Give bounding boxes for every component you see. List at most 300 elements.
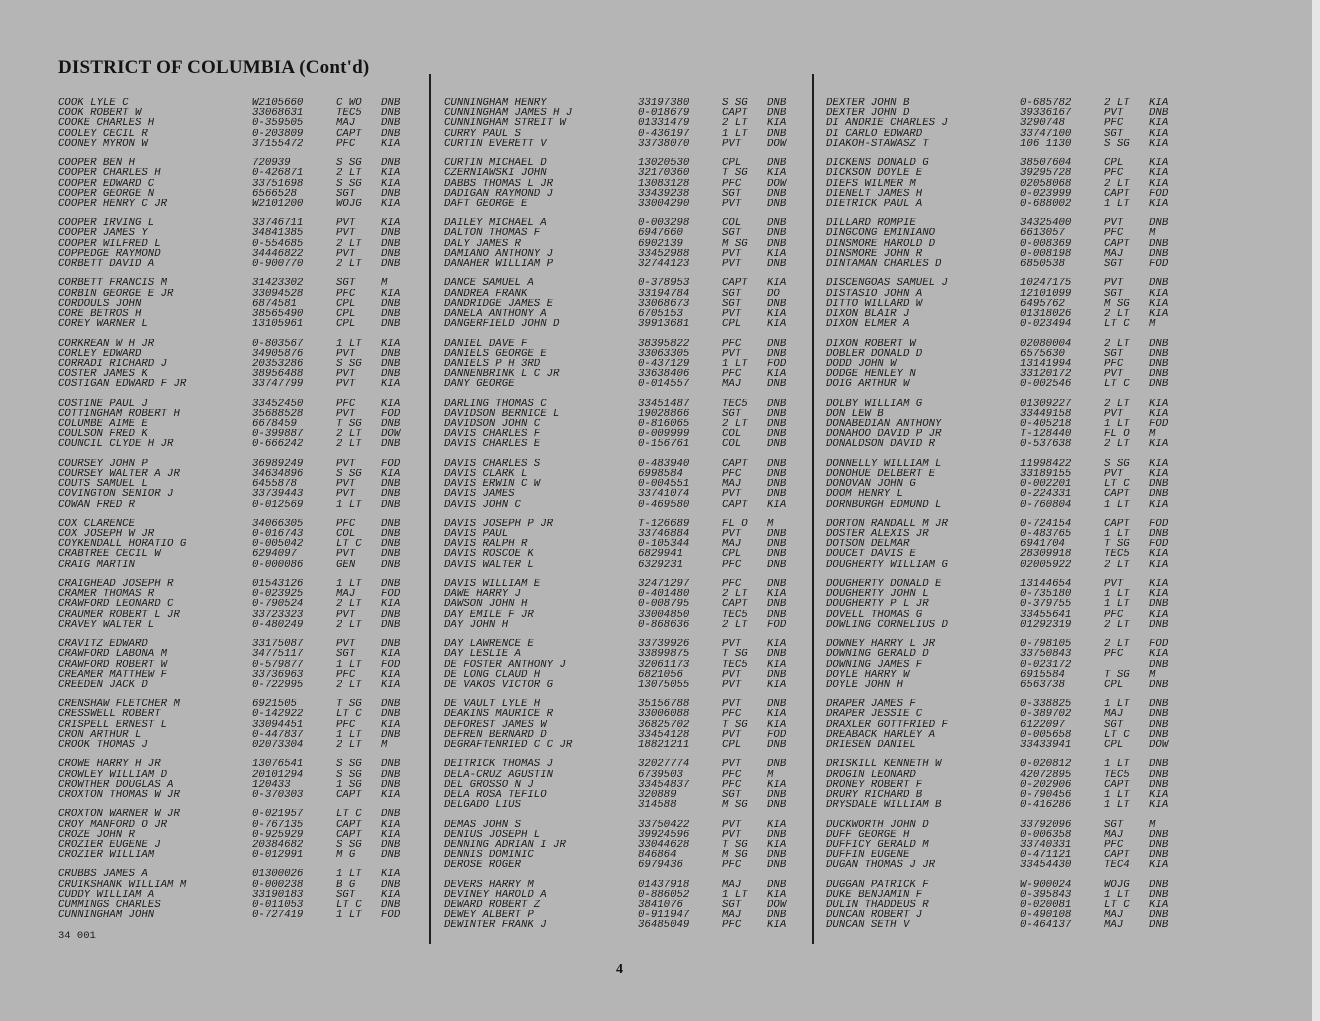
roster-entry	[444, 158, 797, 168]
entry-status: KIA	[1149, 178, 1169, 189]
entry-grade: PFC	[336, 288, 356, 299]
roster-entry	[444, 289, 797, 299]
entry-grade: SGT	[336, 889, 356, 901]
entry-name: DONOVAN JOHN G	[826, 479, 916, 490]
entry-serial-number: 34775117	[252, 649, 304, 660]
roster-entry	[444, 770, 797, 780]
entry-status: KIA	[381, 198, 401, 210]
entry-name: DAVIS ROSCOE K	[444, 549, 534, 560]
entry-serial-number: 0-816065	[638, 419, 690, 430]
roster-column-3	[826, 98, 1179, 940]
roster-entry	[444, 189, 797, 199]
entry-grade: S SG	[722, 98, 748, 109]
roster-entry	[444, 98, 797, 108]
entry-grade: PFC	[722, 579, 742, 590]
entry-status: KIA	[767, 819, 787, 830]
entry-name: DAWE HARRY J	[444, 589, 521, 600]
entry-name: CRON ARTHUR L	[58, 729, 142, 741]
entry-serial-number: 0-767135	[252, 819, 304, 830]
entry-serial-number: 10247175	[1020, 278, 1072, 289]
entry-serial-number: 0-722995	[252, 679, 304, 691]
entry-group	[444, 158, 797, 209]
entry-name: DANY GEORGE	[444, 379, 515, 390]
entry-grade: PFC	[336, 669, 356, 680]
roster-entry	[826, 670, 1179, 680]
entry-grade: PFC	[1104, 118, 1124, 129]
roster-entry	[826, 800, 1179, 810]
roster-entry	[58, 790, 411, 800]
entry-name: DE VAULT LYLE H	[444, 699, 541, 710]
roster-entry	[826, 339, 1179, 349]
entry-grade: LT C	[1104, 729, 1130, 741]
entry-grade: S SG	[336, 769, 362, 780]
roster-entry	[58, 639, 411, 649]
entry-status: DNB	[381, 348, 401, 359]
roster-entry	[826, 168, 1179, 178]
entry-status: DNB	[1149, 699, 1169, 710]
entry-name: DANDRIDGE JAMES E	[444, 298, 554, 309]
entry-serial-number: 39336167	[1020, 108, 1072, 119]
entry-status: DNB	[381, 419, 401, 430]
entry-status: DNB	[767, 599, 787, 610]
entry-name: CORRADI RICHARD J	[58, 358, 168, 370]
roster-entry	[444, 790, 797, 800]
entry-grade: PVT	[1104, 369, 1124, 380]
entry-status: DNB	[767, 740, 787, 751]
roster-entry	[444, 519, 797, 529]
entry-serial-number: 0-006358	[1020, 829, 1072, 840]
roster-entry	[444, 299, 797, 309]
entry-grade: PVT	[722, 669, 742, 680]
entry-serial-number: 0-000086	[252, 559, 304, 570]
roster-entry	[826, 740, 1179, 750]
entry-grade: PVT	[722, 198, 742, 210]
entry-status: KIA	[381, 679, 401, 691]
entry-name: CUDDY WILLIAM A	[58, 889, 155, 901]
entry-grade: CPL	[336, 298, 356, 309]
entry-grade: 1 LT	[1104, 499, 1130, 510]
roster-entry	[826, 239, 1179, 249]
roster-entry	[58, 349, 411, 359]
entry-name: DRYSDALE WILLIAM B	[826, 800, 942, 811]
entry-status: KIA	[1149, 609, 1169, 620]
roster-entry	[444, 108, 797, 118]
entry-group	[58, 519, 411, 570]
entry-serial-number: 33004850	[638, 609, 690, 620]
entry-status: DNB	[767, 549, 787, 560]
entry-grade: PVT	[336, 218, 356, 229]
entry-status: DNB	[767, 479, 787, 490]
entry-name: CURTIN EVERETT V	[444, 138, 547, 149]
entry-serial-number: 38565490	[252, 308, 304, 320]
entry-name: DOUGHERTY WILLIAM G	[826, 559, 948, 570]
roster-entry	[58, 809, 411, 819]
entry-status: KIA	[1149, 288, 1169, 299]
roster-entry	[58, 459, 411, 469]
entry-status: DNB	[381, 900, 401, 911]
entry-serial-number: 0-925929	[252, 829, 304, 840]
entry-name: DON LEW B	[826, 408, 884, 420]
entry-name: DANGERFIELD JOHN D	[444, 319, 560, 330]
roster-entry	[58, 890, 411, 900]
entry-grade: CAPT	[336, 789, 362, 801]
entry-serial-number: 01292319	[1020, 619, 1072, 630]
entry-serial-number: 0-886052	[638, 889, 690, 901]
roster-entry	[444, 599, 797, 609]
entry-serial-number: 33068673	[638, 298, 690, 309]
entry-serial-number: 0-203809	[252, 128, 304, 139]
entry-serial-number: 0-426871	[252, 168, 304, 179]
entry-status: KIA	[1149, 559, 1169, 570]
entry-grade: SGT	[1104, 128, 1124, 139]
entry-group	[58, 639, 411, 690]
entry-name: DELA ROSA TEFILO	[444, 789, 547, 801]
entry-grade: 2 LT	[336, 599, 362, 610]
entry-serial-number: 02005922	[1020, 559, 1072, 570]
entry-grade: 1 LT	[336, 499, 362, 510]
entry-status: DNB	[767, 559, 787, 570]
entry-name: CRAMER THOMAS R	[58, 589, 155, 600]
roster-entry	[444, 649, 797, 659]
entry-name: DOTSON DELMAR	[826, 539, 910, 550]
entry-status: DNB	[1149, 479, 1169, 490]
entry-name: DALTON THOMAS F	[444, 228, 541, 239]
roster-entry	[826, 709, 1179, 719]
entry-grade: 1 LT	[722, 889, 748, 901]
entry-status: DNB	[1149, 679, 1169, 691]
roster-entry	[826, 649, 1179, 659]
entry-status: DNB	[767, 379, 787, 390]
entry-serial-number: 12101099	[1020, 288, 1072, 299]
entry-serial-number: 38395822	[638, 338, 690, 349]
entry-name: DAVIS WALTER L	[444, 559, 534, 570]
entry-name: CROXTON WARNER W JR	[58, 809, 180, 820]
entry-group	[826, 218, 1179, 269]
entry-serial-number: 0-012569	[252, 499, 304, 510]
entry-status: DNB	[767, 579, 787, 590]
roster-entry	[58, 359, 411, 369]
entry-serial-number: 33094528	[252, 288, 304, 299]
entry-serial-number: 0-790524	[252, 599, 304, 610]
roster-entry	[444, 780, 797, 790]
roster-column-2	[444, 98, 797, 940]
entry-grade: CAPT	[1104, 518, 1130, 530]
entry-serial-number: 39924596	[638, 829, 690, 840]
roster-entry	[826, 118, 1179, 128]
entry-name: DONNELLY WILLIAM L	[826, 458, 942, 469]
entry-status: DNB	[381, 559, 401, 570]
entry-status: DNB	[381, 479, 401, 490]
roster-entry	[58, 709, 411, 719]
entry-grade: MAJ	[336, 118, 356, 129]
entry-serial-number: 6998584	[638, 468, 683, 480]
entry-grade: 2 LT	[722, 619, 748, 630]
entry-name: DOIG ARTHUR W	[826, 379, 910, 390]
entry-serial-number: 33454128	[638, 729, 690, 741]
roster-entry	[444, 589, 797, 599]
entry-grade: MAJ	[722, 539, 742, 550]
roster-entry	[826, 179, 1179, 189]
roster-entry	[444, 699, 797, 709]
entry-grade: SGT	[722, 228, 742, 239]
roster-entry	[444, 469, 797, 479]
entry-status: DNB	[1149, 839, 1169, 851]
entry-name: CRAVEY WALTER L	[58, 619, 155, 630]
entry-status: FOD	[381, 910, 401, 921]
entry-status: DNB	[767, 439, 787, 450]
entry-grade: S SG	[1104, 458, 1130, 469]
entry-name: DOSTER ALEXIS JR	[826, 529, 929, 540]
roster-entry	[444, 670, 797, 680]
entry-grade: 2 LT	[1104, 308, 1130, 320]
entry-name: DIAKOH-STAWASZ T	[826, 138, 929, 149]
entry-name: DIEFS WILMER M	[826, 178, 916, 189]
roster-entry	[444, 890, 797, 900]
entry-status: DNB	[381, 639, 401, 650]
entry-status: KIA	[1149, 158, 1169, 169]
roster-entry	[826, 199, 1179, 209]
entry-status: DNB	[767, 228, 787, 239]
roster-entry	[58, 278, 411, 288]
entry-grade: S SG	[336, 468, 362, 480]
entry-name: CRISPELL ERNEST L	[58, 719, 168, 730]
entry-name: DE LONG CLAUD H	[444, 669, 541, 680]
page-title: DISTRICT OF COLUMBIA (Cont'd)	[58, 57, 370, 78]
entry-status: DNB	[381, 259, 401, 270]
entry-grade: CAPT	[722, 458, 748, 469]
entry-serial-number: 36825702	[638, 719, 690, 730]
entry-name: CROZIER WILLIAM	[58, 850, 155, 861]
entry-name: COOPER GEORGE N	[58, 188, 155, 199]
entry-group	[826, 880, 1179, 931]
entry-serial-number: 0-021957	[252, 809, 304, 820]
entry-serial-number: 01318026	[1020, 308, 1072, 320]
entry-status: DNB	[1149, 358, 1169, 370]
entry-status: KIA	[381, 889, 401, 901]
entry-group	[58, 158, 411, 209]
entry-grade: 2 LT	[336, 429, 362, 440]
entry-status: KIA	[1149, 800, 1169, 811]
entry-serial-number: 33439238	[638, 188, 690, 199]
entry-status: KIA	[1149, 168, 1169, 179]
entry-status: DNB	[767, 108, 787, 119]
entry-grade: MAJ	[722, 879, 742, 890]
entry-serial-number: 33899875	[638, 649, 690, 660]
entry-name: CORBIN GEORGE E JR	[58, 288, 174, 299]
entry-name: DAVIS PAUL	[444, 529, 509, 540]
entry-group	[444, 459, 797, 510]
entry-serial-number: 3841076	[638, 900, 683, 911]
entry-serial-number: 13076541	[252, 759, 304, 770]
entry-grade: LT C	[1104, 900, 1130, 911]
entry-serial-number: 32170360	[638, 168, 690, 179]
entry-status: DNB	[1149, 489, 1169, 500]
entry-group	[826, 399, 1179, 450]
roster-entry	[826, 439, 1179, 449]
entry-grade: S SG	[1104, 138, 1130, 149]
entry-grade: PVT	[336, 479, 356, 490]
entry-serial-number: 34066305	[252, 518, 304, 530]
entry-status: KIA	[381, 218, 401, 229]
entry-serial-number: 33740331	[1020, 839, 1072, 851]
entry-grade: 1 LT	[1104, 789, 1130, 801]
entry-name: CROZE JOHN R	[58, 829, 135, 840]
entry-name: DEMAS JOHN S	[444, 819, 521, 830]
entry-name: COTTINGHAM ROBERT H	[58, 408, 180, 420]
roster-entry	[444, 850, 797, 860]
entry-name: DOYLE HARRY W	[826, 669, 910, 680]
entry-group	[444, 579, 797, 630]
roster-entry	[444, 660, 797, 670]
entry-name: DRAXLER GOTTFRIED F	[826, 719, 948, 730]
roster-entry	[826, 429, 1179, 439]
entry-group	[826, 339, 1179, 390]
entry-serial-number: 0-378953	[638, 278, 690, 289]
entry-grade: TEC5	[1104, 769, 1130, 780]
entry-serial-number: 38507604	[1020, 158, 1072, 169]
entry-status: DNB	[767, 800, 787, 811]
entry-grade: 1 LT	[1104, 198, 1130, 210]
entry-serial-number: 33194784	[638, 288, 690, 299]
roster-entry	[444, 800, 797, 810]
entry-grade: 1 LT	[336, 338, 362, 349]
entry-grade: CAPT	[336, 128, 362, 139]
roster-entry	[58, 289, 411, 299]
roster-entry	[58, 108, 411, 118]
entry-grade: PVT	[1104, 408, 1124, 420]
entry-serial-number: 35156788	[638, 699, 690, 710]
entry-grade: TEC5	[1104, 549, 1130, 560]
entry-status: DNB	[1149, 779, 1169, 790]
roster-entry	[444, 278, 797, 288]
entry-grade: CPL	[722, 158, 742, 169]
entry-name: DORNBURGH EDMUND L	[826, 499, 942, 510]
roster-entry	[444, 419, 797, 429]
entry-status: M	[1149, 669, 1156, 680]
entry-group	[826, 759, 1179, 810]
entry-name: CZERNIAWSKI JOHN	[444, 168, 547, 179]
entry-grade: GEN	[336, 559, 356, 570]
roster-entry	[58, 139, 411, 149]
entry-name: DEWARD ROBERT Z	[444, 900, 541, 911]
entry-status: DNB	[767, 489, 787, 500]
entry-name: COSTINE PAUL J	[58, 398, 148, 409]
entry-grade: SGT	[722, 789, 742, 801]
entry-grade: PVT	[722, 759, 742, 770]
entry-name: DE FOSTER ANTHONY J	[444, 659, 566, 670]
entry-serial-number: 0-447837	[252, 729, 304, 741]
entry-status: DNB	[381, 699, 401, 710]
entry-name: DICKSON DOYLE E	[826, 168, 923, 179]
entry-name: DAVIS CHARLES F	[444, 429, 541, 440]
entry-serial-number: 20101294	[252, 769, 304, 780]
roster-entry	[826, 500, 1179, 510]
roster-entry	[444, 179, 797, 189]
entry-name: COUNCIL CLYDE H JR	[58, 439, 174, 450]
roster-entry	[58, 479, 411, 489]
entry-name: DOUCET DAVIS E	[826, 549, 916, 560]
entry-name: CREEDEN JACK D	[58, 679, 148, 691]
roster-entry	[826, 840, 1179, 850]
entry-status: DNB	[381, 839, 401, 851]
entry-serial-number: 0-014557	[638, 379, 690, 390]
roster-entry	[444, 830, 797, 840]
entry-grade: COL	[336, 529, 356, 540]
entry-name: DAVIS WILLIAM E	[444, 579, 541, 590]
entry-name: DOYLE JOHN H	[826, 679, 903, 691]
entry-status: DNB	[767, 128, 787, 139]
entry-grade: PFC	[722, 178, 742, 189]
entry-serial-number: 37155472	[252, 138, 304, 149]
entry-grade: PVT	[336, 639, 356, 650]
entry-serial-number: 0-008198	[1020, 248, 1072, 260]
entry-name: CROOK THOMAS J	[58, 740, 148, 751]
entry-serial-number: 0-379755	[1020, 599, 1072, 610]
entry-status: KIA	[767, 779, 787, 790]
entry-name: COVINGTON SENIOR J	[58, 489, 174, 500]
entry-group	[826, 158, 1179, 209]
entry-status: DNB	[1149, 769, 1169, 780]
entry-name: CRABTREE CECIL W	[58, 549, 161, 560]
entry-status: KIA	[381, 819, 401, 830]
entry-serial-number: 0-016743	[252, 529, 304, 540]
entry-status: DNB	[1149, 910, 1169, 921]
roster-entry	[444, 439, 797, 449]
entry-name: CUMMINGS CHARLES	[58, 900, 161, 911]
entry-serial-number: 0-490108	[1020, 910, 1072, 921]
entry-grade: CAPT	[1104, 850, 1130, 861]
entry-serial-number: 35688528	[252, 408, 304, 420]
entry-serial-number: 0-023999	[1020, 188, 1072, 199]
entry-name: DUGAN THOMAS J JR	[826, 860, 936, 871]
entry-serial-number: 0-579877	[252, 659, 304, 670]
entry-name: COOPER BEN H	[58, 158, 135, 169]
entry-name: DOOM HENRY L	[826, 489, 903, 500]
entry-name: DAY LESLIE A	[444, 649, 521, 660]
entry-serial-number: 13075055	[638, 679, 690, 691]
entry-name: DANCE SAMUEL A	[444, 278, 534, 289]
entry-group	[444, 278, 797, 329]
entry-grade: MAJ	[336, 589, 356, 600]
entry-status: FOD	[381, 589, 401, 600]
entry-grade: CPL	[336, 308, 356, 320]
entry-status: KIA	[767, 839, 787, 851]
roster-entry	[826, 900, 1179, 910]
entry-grade: 1 LT	[722, 358, 748, 370]
entry-serial-number: 33452988	[638, 248, 690, 260]
roster-entry	[58, 579, 411, 589]
entry-grade: PFC	[1104, 609, 1124, 620]
roster-entry	[826, 108, 1179, 118]
entry-serial-number: 34634896	[252, 468, 304, 480]
entry-name: DAVIS CHARLES S	[444, 458, 541, 469]
column-divider	[812, 74, 814, 944]
entry-serial-number: 106 1130	[1020, 138, 1072, 149]
entry-serial-number: 0-483765	[1020, 529, 1072, 540]
entry-status: DNB	[767, 419, 787, 430]
entry-grade: 2 LT	[1104, 639, 1130, 650]
entry-status: KIA	[767, 278, 787, 289]
entry-name: CROWTHER DOUGLAS A	[58, 779, 174, 790]
entry-status: FOD	[1149, 518, 1169, 530]
entry-status: KIA	[1149, 499, 1169, 510]
entry-grade: PVT	[722, 819, 742, 830]
entry-name: CRAWFORD ROBERT W	[58, 659, 168, 670]
roster-entry	[58, 469, 411, 479]
entry-name: DULIN THADDEUS R	[826, 900, 929, 911]
roster-entry	[826, 790, 1179, 800]
entry-grade: C WO	[336, 98, 362, 109]
